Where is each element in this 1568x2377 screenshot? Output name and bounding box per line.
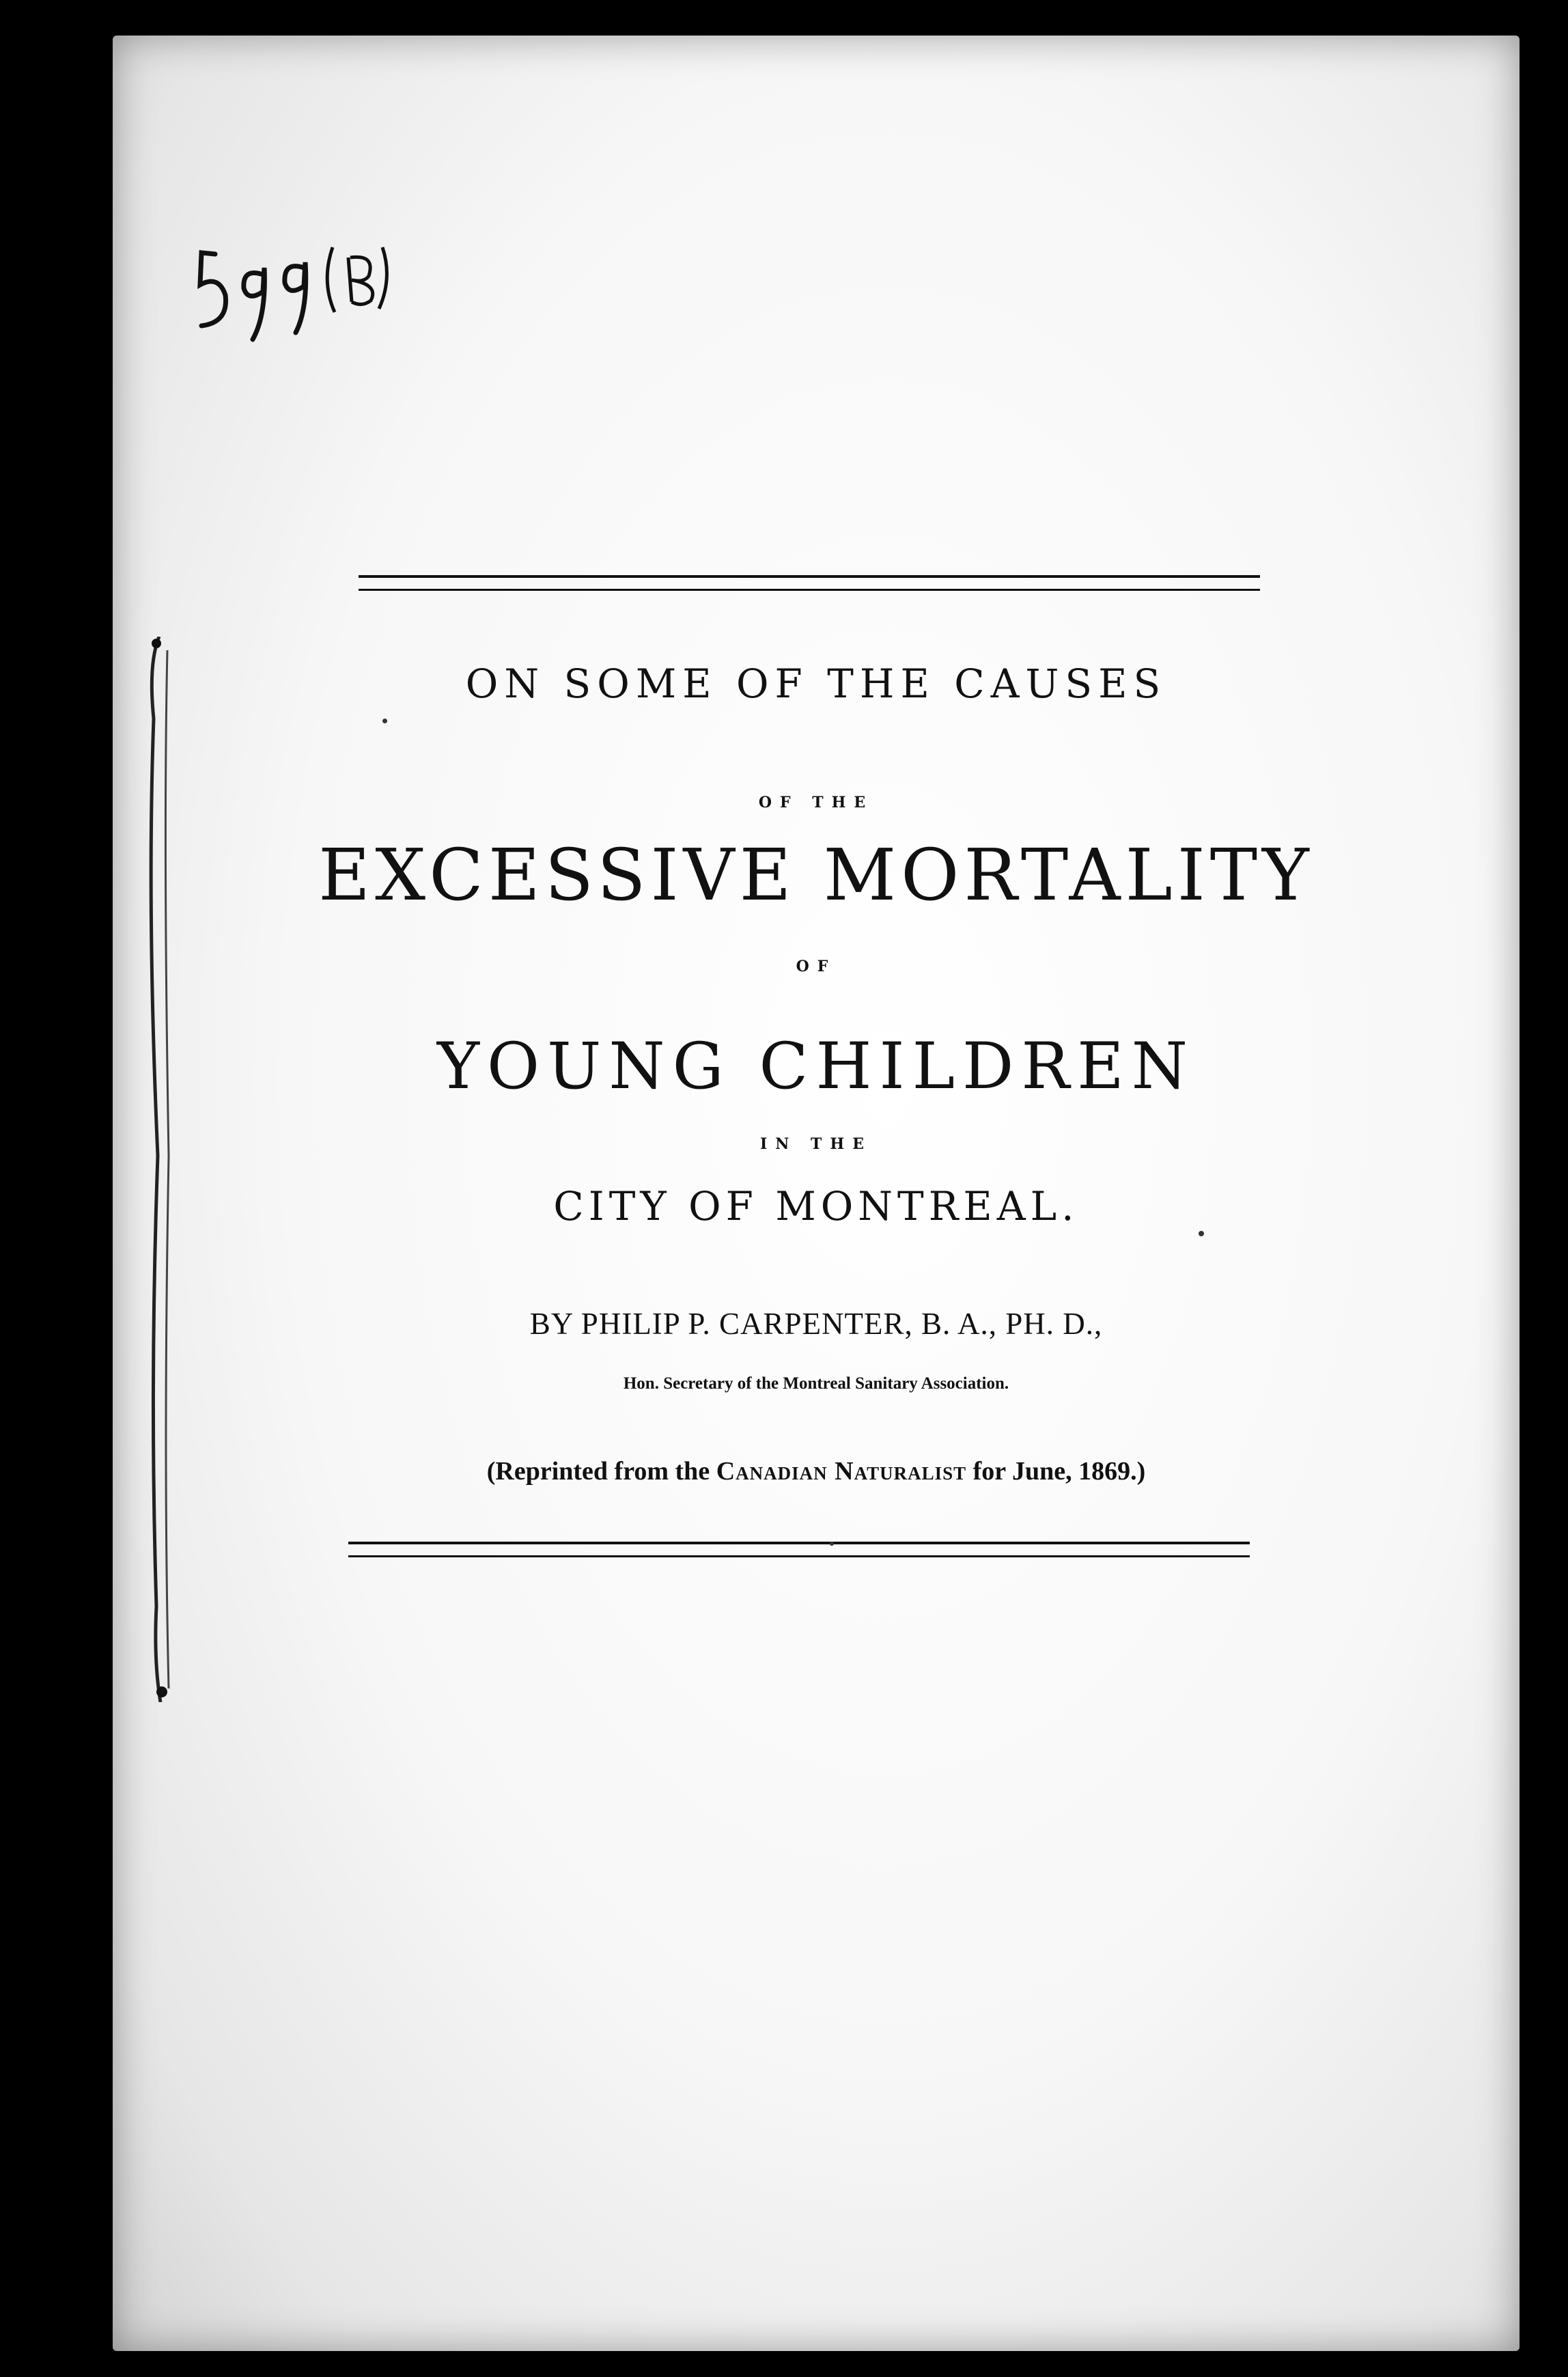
reprint-prefix: (Reprinted from the [486,1457,710,1486]
author-affiliation: Hon. Secretary of the Montreal Sanitary Association. [623,1374,1009,1393]
title-page [113,36,1520,2351]
author-byline [113,1306,1520,1342]
title-main: EXCESSIVE MORTALITY [318,833,1314,917]
ink-speck [830,1542,834,1546]
handwritten-number-icon [188,220,406,370]
bottom-double-rule [348,1542,1250,1557]
title-place: CITY OF MONTREAL. [553,1183,1079,1229]
journal-name: Canadian Naturalist [716,1457,967,1486]
author-name: BY PHILIP P. CARPENTER, B. A., [529,1307,997,1341]
title-line-1: ON SOME OF THE CAUSES [465,661,1167,707]
manuscript-annotation [188,220,406,370]
title-line-6: IN THE [760,1135,872,1153]
top-double-rule [359,575,1260,591]
author-degree: PH. D., [1005,1307,1103,1341]
ink-speck [1199,1231,1204,1236]
title-subject: YOUNG CHILDREN [436,1029,1196,1104]
ink-speck [382,719,387,723]
reprint-suffix: for June, 1869.) [972,1457,1146,1486]
title-line-2: OF THE [758,794,874,811]
reprint-note [113,1456,1520,1486]
title-line-4: OF [796,958,837,975]
